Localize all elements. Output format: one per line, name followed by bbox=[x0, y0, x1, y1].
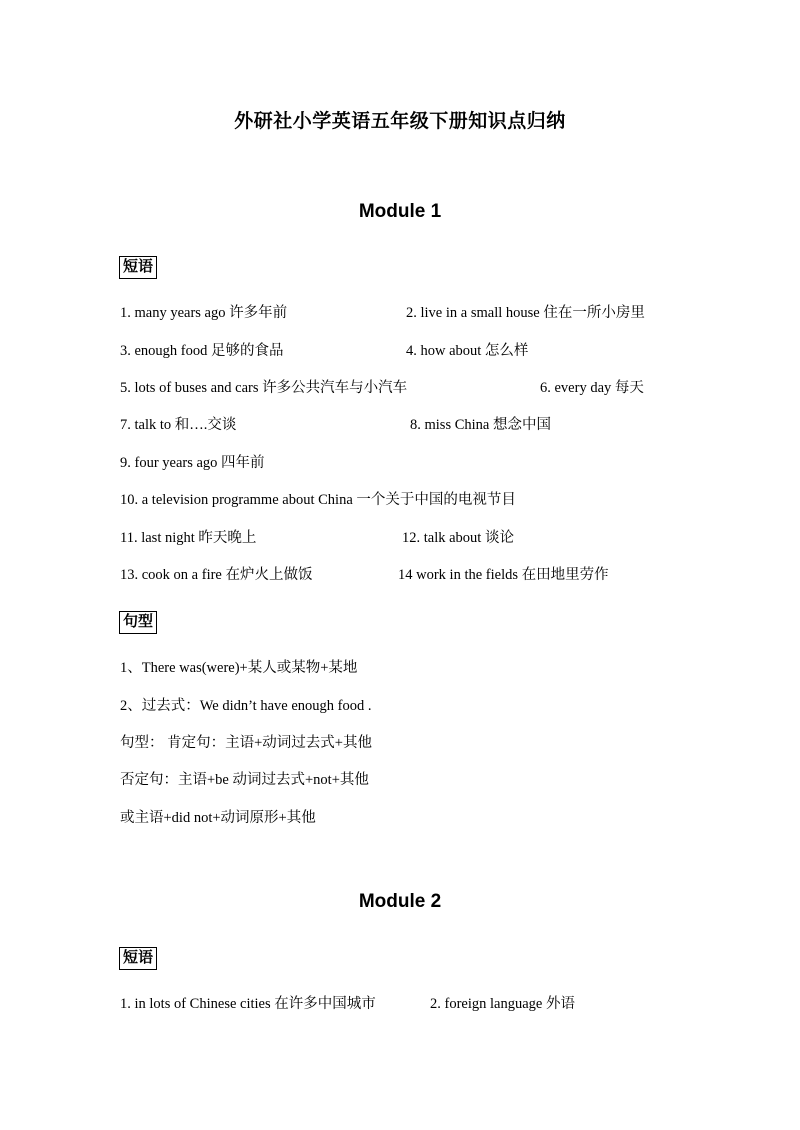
phrase-item: 8. miss China 想念中国 bbox=[410, 417, 551, 433]
phrase-item: 4. how about 怎么样 bbox=[406, 343, 529, 359]
phrase-item: 6. every day 每天 bbox=[540, 380, 644, 396]
pattern-item: 否定句：主语+be 动词过去式+not+其他 bbox=[120, 772, 369, 788]
pattern-item: 句型： 肯定句：主语+动词过去式+其他 bbox=[120, 735, 372, 751]
phrase-item: 10. a television programme about China 一个关于中国的电视节目 bbox=[120, 492, 516, 508]
pattern-item: 或主语+did not+动词原形+其他 bbox=[120, 810, 316, 826]
document-title: 外研社小学英语五年级下册知识点归纳 bbox=[234, 111, 566, 132]
phrase-item: 2. live in a small house 住在一所小房里 bbox=[406, 305, 645, 321]
phrase-item: 13. cook on a fire 在炉火上做饭 bbox=[120, 567, 313, 583]
phrase-item: 9. four years ago 四年前 bbox=[120, 455, 265, 471]
phrase-item: 5. lots of buses and cars 许多公共汽车与小汽车 bbox=[120, 380, 408, 396]
phrase-item: 1. many years ago 许多年前 bbox=[120, 305, 288, 321]
phrase-item: 7. talk to 和….交谈 bbox=[120, 417, 237, 433]
phrase-item: 11. last night 昨天晚上 bbox=[120, 530, 257, 546]
pattern-item: 2、过去式：We didn’t have enough food . bbox=[120, 698, 372, 714]
module-1-phrases-label: 短语 bbox=[119, 256, 157, 279]
module-1-heading: Module 1 bbox=[358, 201, 442, 222]
module-1-patterns-label: 句型 bbox=[119, 611, 157, 634]
module-2-phrases-label: 短语 bbox=[119, 947, 157, 970]
phrase-item: 3. enough food 足够的食品 bbox=[120, 343, 284, 359]
phrase-item: 12. talk about 谈论 bbox=[402, 530, 514, 546]
module-2-heading: Module 2 bbox=[358, 891, 442, 912]
phrase-item: 14 work in the fields 在田地里劳作 bbox=[398, 567, 609, 583]
phrase-item: 2. foreign language 外语 bbox=[430, 996, 575, 1012]
pattern-item: 1、There was(were)+某人或某物+某地 bbox=[120, 660, 358, 676]
phrase-item: 1. in lots of Chinese cities 在许多中国城市 bbox=[120, 996, 376, 1012]
